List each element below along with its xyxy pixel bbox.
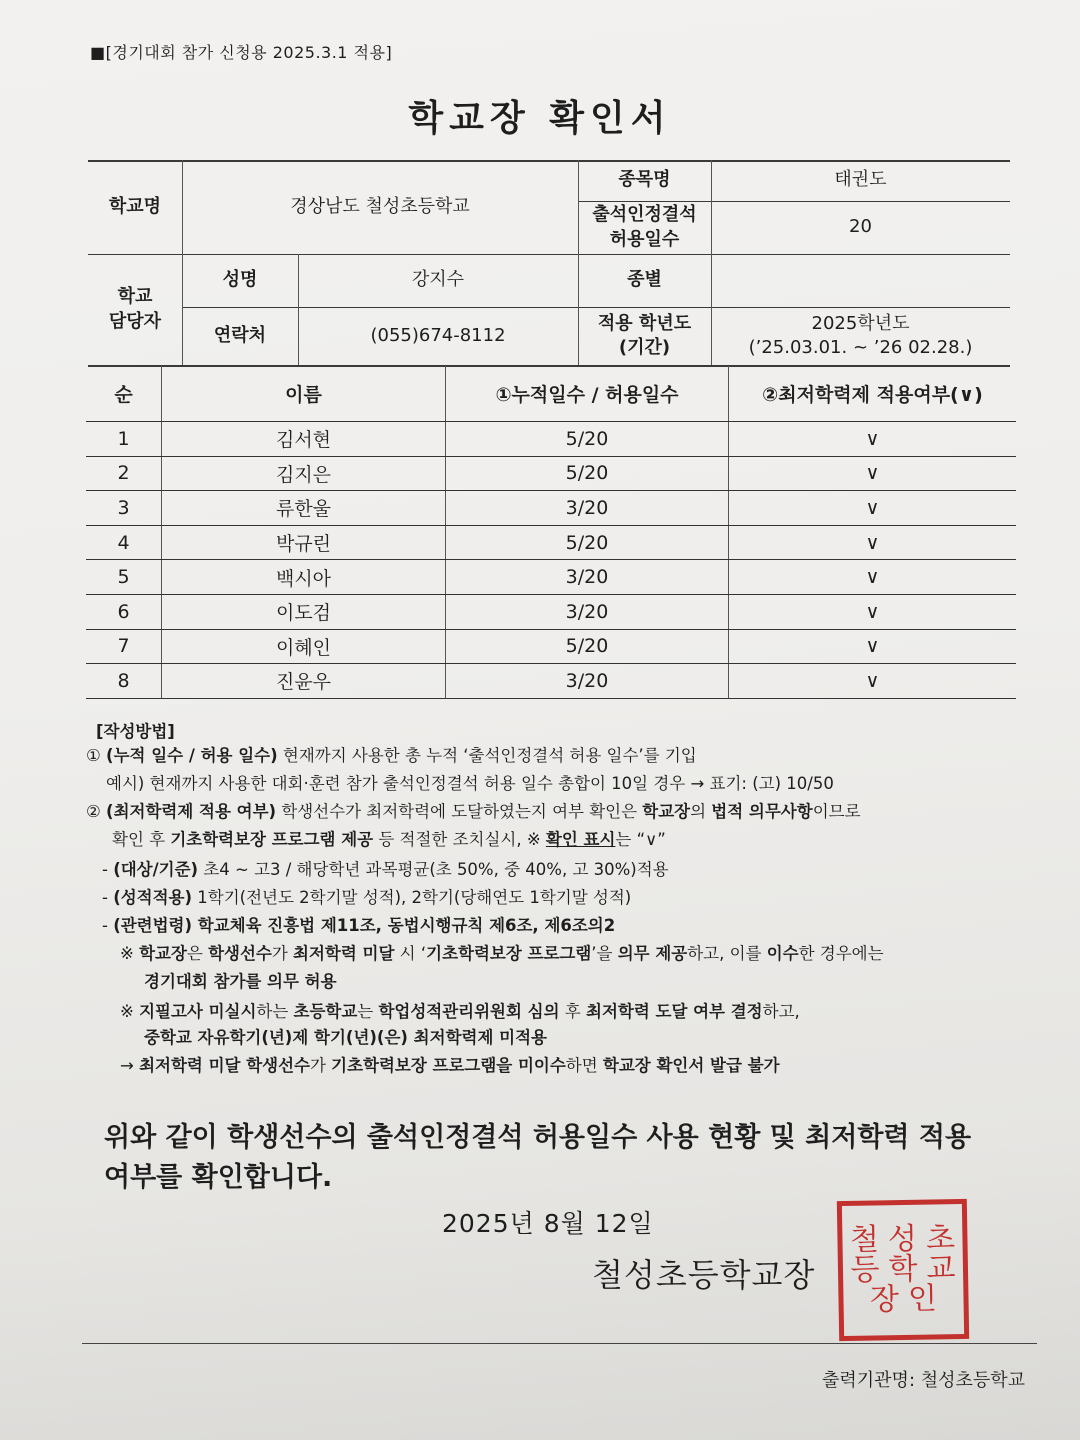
statement-line1: 위와 같이 학생선수의 출석인정결석 허용일수 사용 현황 및 최저학력 적용 xyxy=(104,1122,972,1153)
text-span: 학생선수 xyxy=(208,944,272,963)
text-span: (누적 일수 / 허용 일수) xyxy=(106,746,278,765)
table-row xyxy=(86,630,1016,665)
text-span: 는 “∨” xyxy=(615,830,666,849)
instruction-line: 중학교 자유학기(년)제 학기(년)(은) 최저학력제 미적용 xyxy=(144,1028,547,1047)
student-table xyxy=(86,366,1016,699)
absence-days-label-line1: 출석인정결석 xyxy=(592,204,697,226)
text-span: 한 경우에는 xyxy=(798,944,884,963)
days-used: 5/20 xyxy=(446,630,729,664)
text-span: (성적적용) xyxy=(113,888,193,907)
footer-rule xyxy=(82,1343,1037,1344)
text-span: 초4 ~ 고3 / 해당학년 과목평균(초 50%, 중 40%, 고 30%)적용 xyxy=(198,860,669,879)
instructions-heading: [작성방법] xyxy=(96,722,175,741)
absence-days-label xyxy=(578,201,711,254)
text-span: (관련법령) 학교체육 진흥법 제11조, 동법시행규칙 제6조, 제6조의2 xyxy=(113,916,616,935)
info-table xyxy=(88,160,1010,366)
school-contact-label-line1: 학교 xyxy=(117,286,153,308)
text-span: - xyxy=(102,860,114,879)
row-number: 1 xyxy=(86,422,162,456)
contact-phone-label: 연락처 xyxy=(213,324,267,346)
contact-name-value: 강지수 xyxy=(411,269,465,291)
col-header-name: 이름 xyxy=(162,366,446,421)
instruction-line xyxy=(120,1058,780,1075)
instruction-line xyxy=(120,1004,800,1021)
division-value xyxy=(711,254,1010,307)
days-used: 3/20 xyxy=(446,595,729,629)
check-mark: ∨ xyxy=(865,496,880,519)
table-row xyxy=(86,422,1016,457)
text-span: 시 ‘ xyxy=(394,944,427,963)
text-span: 의무 제공 xyxy=(617,944,688,963)
text-span: 학교장 xyxy=(642,802,691,821)
days-used: 3/20 xyxy=(446,560,729,594)
document-title: 학교장 확인서 xyxy=(408,98,672,139)
text-span: - xyxy=(102,888,114,907)
issue-date: 2025년 8월 12일 xyxy=(442,1209,654,1238)
student-name: 김서현 xyxy=(162,422,446,456)
text-span: 지필고사 미실시 xyxy=(139,1002,257,1021)
confirmation-statement xyxy=(104,1118,1024,1198)
text-span: 최저학력 도달 여부 결정 xyxy=(586,1002,763,1021)
text-span: 최저학력 미달 xyxy=(293,944,395,963)
table-row xyxy=(86,664,1016,699)
text-span: 하고, xyxy=(762,1002,800,1021)
school-contact-label-line2: 담당자 xyxy=(108,310,162,332)
school-year-value-line2: (’25.03.01. ~ ’26 02.28.) xyxy=(748,337,973,358)
table-row xyxy=(86,526,1016,561)
text-span: ※ xyxy=(120,944,140,963)
instruction-line: 경기대회 참가를 의무 허용 xyxy=(144,972,337,991)
text-span: 는 xyxy=(357,1002,379,1021)
table-row xyxy=(86,491,1016,526)
text-span: 은 xyxy=(186,944,209,963)
student-name: 이도검 xyxy=(162,595,446,629)
text-span: 법적 의무사항 xyxy=(711,802,813,821)
instruction-line xyxy=(112,832,666,849)
col-header-days: ①누적일수 / 허용일수 xyxy=(446,366,729,421)
days-used: 3/20 xyxy=(446,664,729,698)
official-seal-icon: 철 성 초 등 학 교 장 인 xyxy=(837,1199,969,1341)
school-name-label: 학교명 xyxy=(108,195,162,217)
check-mark: ∨ xyxy=(865,427,880,450)
text-span: 기초학력보장 프로그램을 미이수 xyxy=(331,1056,566,1075)
days-used: 5/20 xyxy=(446,526,729,560)
row-number: 2 xyxy=(86,457,162,491)
issuing-institution: 출력기관명: 철성초등학교 xyxy=(822,1370,1026,1391)
instruction-line xyxy=(102,918,615,935)
check-mark: ∨ xyxy=(865,600,880,623)
text-span: → xyxy=(120,1056,140,1075)
days-used: 5/20 xyxy=(446,457,729,491)
text-span: 후 xyxy=(559,1002,586,1021)
days-used: 5/20 xyxy=(446,422,729,456)
statement-line2: 여부를 확인합니다. xyxy=(104,1162,333,1193)
text-span: 초등학교 xyxy=(293,1002,358,1021)
form-version-tag: ■[경기대회 참가 신청용 2025.3.1 적용] xyxy=(90,43,393,62)
row-number: 7 xyxy=(86,630,162,664)
student-name: 백시아 xyxy=(162,560,446,594)
instruction-line: 예시) 현재까지 사용한 대회·훈련 참가 출석인정결석 허용 일수 총합이 10일 경우 → 표기: (고) 10/50 xyxy=(106,774,834,793)
table-row xyxy=(86,595,1016,630)
school-name-value: 경상남도 철성초등학교 xyxy=(290,195,470,217)
sport-label: 종목명 xyxy=(618,169,671,191)
check-mark: ∨ xyxy=(865,669,880,692)
instruction-line xyxy=(86,748,697,765)
text-span: (대상/기준) xyxy=(113,860,199,879)
text-span: 학교장 xyxy=(139,944,187,963)
row-number: 3 xyxy=(86,491,162,525)
row-number: 5 xyxy=(86,560,162,594)
check-mark: ∨ xyxy=(865,531,880,554)
division-label: 종별 xyxy=(627,269,662,291)
row-number: 6 xyxy=(86,595,162,629)
text-span: 의 xyxy=(690,802,712,821)
text-span: ① xyxy=(86,746,107,765)
text-span: 최저학력 미달 학생선수 xyxy=(139,1056,310,1075)
text-span: 학생선수가 최저학력에 도달하였는지 여부 확인은 xyxy=(276,802,643,821)
instruction-line xyxy=(120,946,884,963)
col-header-academic: ②최저학력제 적용여부(∨) xyxy=(762,384,983,406)
contact-name-label: 성명 xyxy=(222,269,258,291)
absence-days-value: 20 xyxy=(849,216,872,238)
text-span: 등 적절한 조치실시, ※ xyxy=(373,830,546,849)
col-header-number: 순 xyxy=(86,366,162,421)
school-year-value-line1: 2025학년도 xyxy=(811,312,910,334)
text-span: 가 xyxy=(309,1056,332,1075)
text-span: - xyxy=(102,916,114,935)
student-name: 진윤우 xyxy=(162,664,446,698)
text-span: 하고, 이를 xyxy=(687,944,767,963)
contact-phone-value: (055)674-8112 xyxy=(370,324,506,346)
table-row xyxy=(86,457,1016,492)
text-span: ② xyxy=(86,802,107,821)
row-number: 4 xyxy=(86,526,162,560)
text-span: (최저학력제 적용 여부) xyxy=(106,802,277,821)
text-span: 현재까지 사용한 총 누적 ‘출석인정결석 허용 일수’를 기입 xyxy=(277,746,697,765)
absence-days-label-line2: 허용일수 xyxy=(609,228,680,250)
text-span: 이수 xyxy=(766,944,799,963)
school-contact-label xyxy=(88,254,182,365)
row-number: 8 xyxy=(86,664,162,698)
text-span: 확인 후 xyxy=(112,830,171,849)
text-span: 가 xyxy=(271,944,294,963)
text-span: ※ xyxy=(120,1002,140,1021)
text-span: 학업성적관리위원회 심의 xyxy=(378,1002,560,1021)
instruction-line xyxy=(102,890,631,907)
text-span: 이므로 xyxy=(812,802,861,821)
text-span: 확인 표시 xyxy=(545,830,616,849)
table-row xyxy=(86,560,1016,595)
sport-value: 태권도 xyxy=(834,169,887,191)
student-table-header xyxy=(86,366,1016,422)
student-name: 김지은 xyxy=(162,457,446,491)
school-year-label-line1: 적용 학년도 xyxy=(597,312,692,334)
text-span: 하면 xyxy=(565,1056,603,1075)
text-span: 1학기(전년도 2학기말 성적), 2학기(당해연도 1학기말 성적) xyxy=(192,888,632,907)
text-span: 기초학력보장 프로그램 xyxy=(426,944,592,963)
check-mark: ∨ xyxy=(865,462,880,485)
student-name: 이혜인 xyxy=(162,630,446,664)
instruction-line xyxy=(102,862,669,879)
text-span: 하는 xyxy=(256,1002,294,1021)
student-name: 박규린 xyxy=(162,526,446,560)
check-mark: ∨ xyxy=(865,635,880,658)
text-span: ’을 xyxy=(591,944,618,963)
text-span: 기초학력보장 프로그램 제공 xyxy=(170,830,374,849)
school-year-label-line2: (기간) xyxy=(618,337,671,358)
instruction-line xyxy=(86,804,861,821)
check-mark: ∨ xyxy=(865,566,880,589)
student-name: 류한울 xyxy=(162,491,446,525)
school-year-label xyxy=(578,307,711,365)
signer-title: 철성초등학교장 xyxy=(592,1256,816,1294)
school-year-value xyxy=(711,307,1010,365)
text-span: 학교장 확인서 발급 불가 xyxy=(602,1056,780,1075)
days-used: 3/20 xyxy=(446,491,729,525)
